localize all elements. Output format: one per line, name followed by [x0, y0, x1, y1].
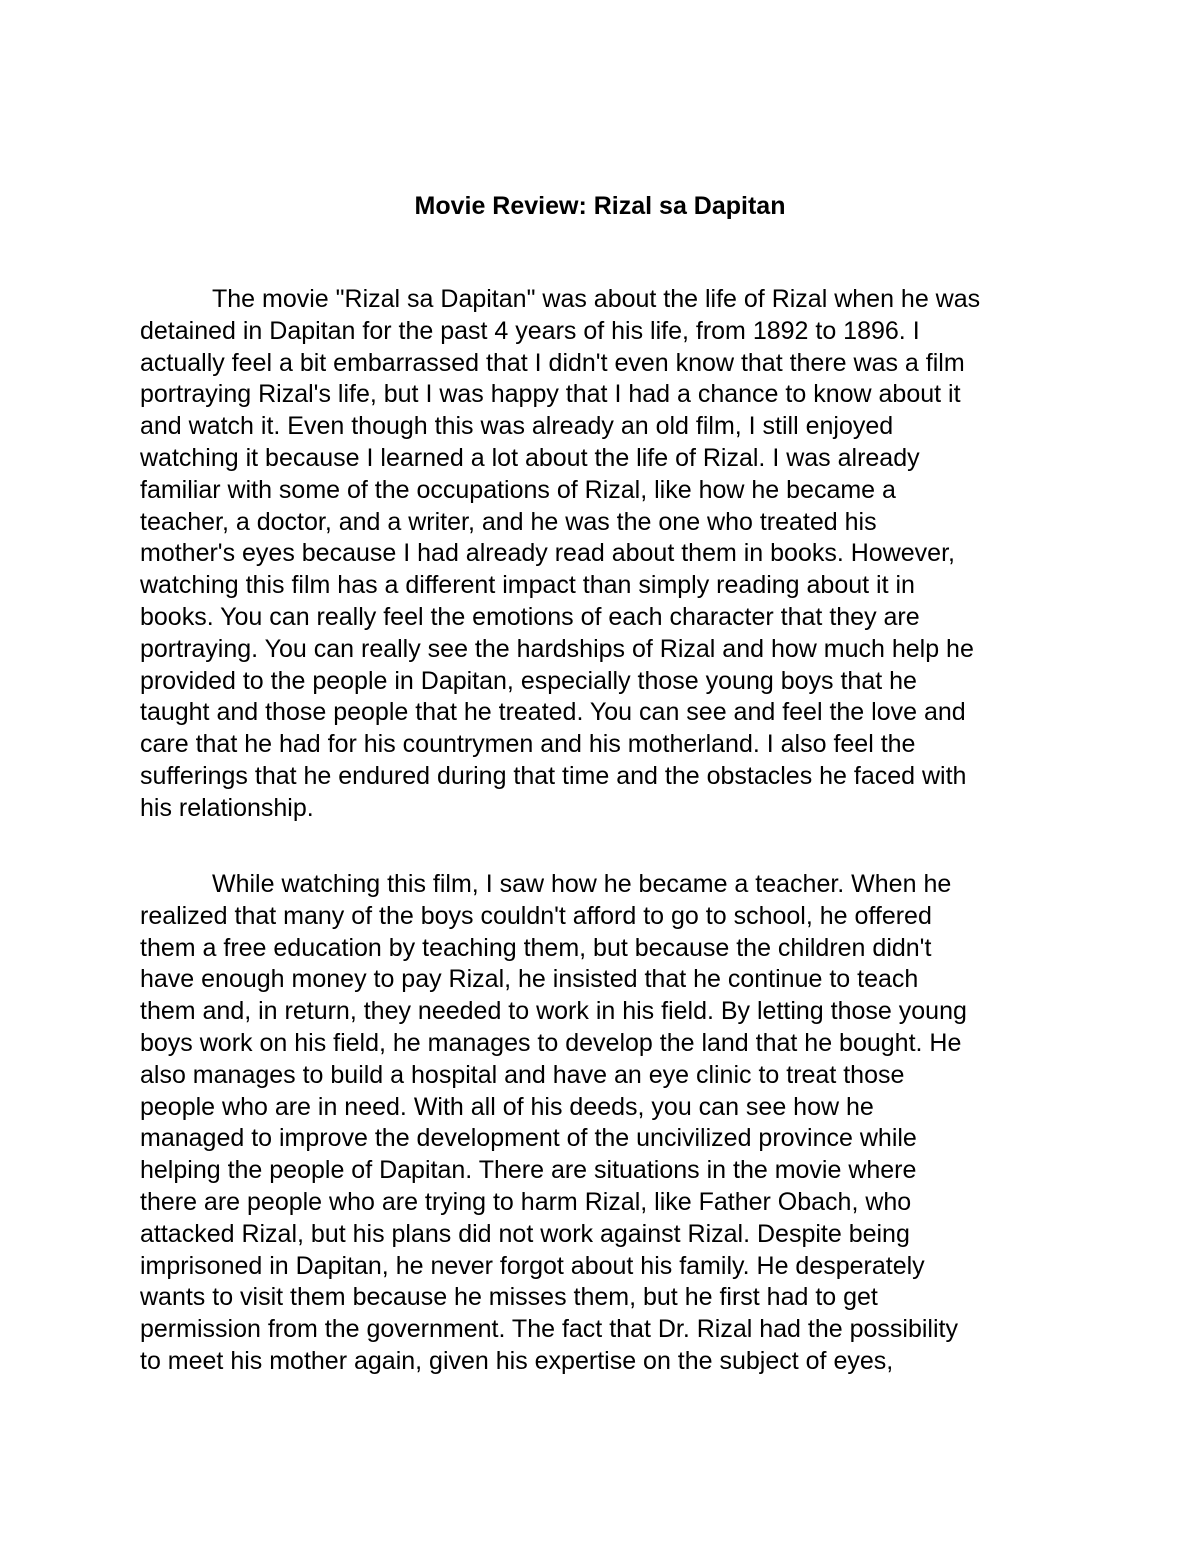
paragraph-1: The movie "Rizal sa Dapitan" was about the life of Rizal when he was detained in Dapitan for the past 4 years of his life, from 1892 to 1896. I actually feel a bit embarrassed that I didn't even know that there was a film portraying Rizal's life, but I was happy that I had a chance to know about it and watch it. Even though this was already an old film, I still enjoyed watching it because I learned a lot about the life of Rizal. I was already familiar with some of the occupations of Rizal, like how he became a teacher, a doctor, and a writer, and he was the one who treated his mother's eyes because I had already read about them in books. However, watching this film has a different impact than simply reading about it in books. You can really feel the emotions of each character that they are portraying. You can really see the hardships of Rizal and how much help he provided to the people in Dapitan, especially those young boys that he taught and those people that he treated. You can see and feel the love and care that he had for his countrymen and his motherland. I also feel the sufferings that he endured during that time and the obstacles he faced with his relationship.	[140, 285, 981, 822]
document-title: Movie Review: Rizal sa Dapitan	[414, 192, 786, 220]
paragraph-2: While watching this film, I saw how he became a teacher. When he realized that many of the boys couldn't afford to go to school, he offered them a free education by teaching them, but because the children didn't have enough money to pay Rizal, he insisted that he continue to teach them and, in return, they needed to work in his field. By letting those young boys work on his field, he manages to develop the land that he bought. He also manages to build a hospital and have an eye clinic to treat those people who are in need. With all of his deeds, you can see how he managed to improve the development of the uncivilized province while helping the people of Dapitan. There are situations in the movie where there are people who are trying to harm Rizal, like Father Obach, who attacked Rizal, but his plans did not work against Rizal. Despite being imprisoned in Dapitan, he never forgot about his family. He desperately wants to visit them because he misses them, but he first had to get permission from the government. The fact that Dr. Rizal had the possibility to meet his mother again, given his expertise on the subject of eyes,	[140, 870, 967, 1375]
